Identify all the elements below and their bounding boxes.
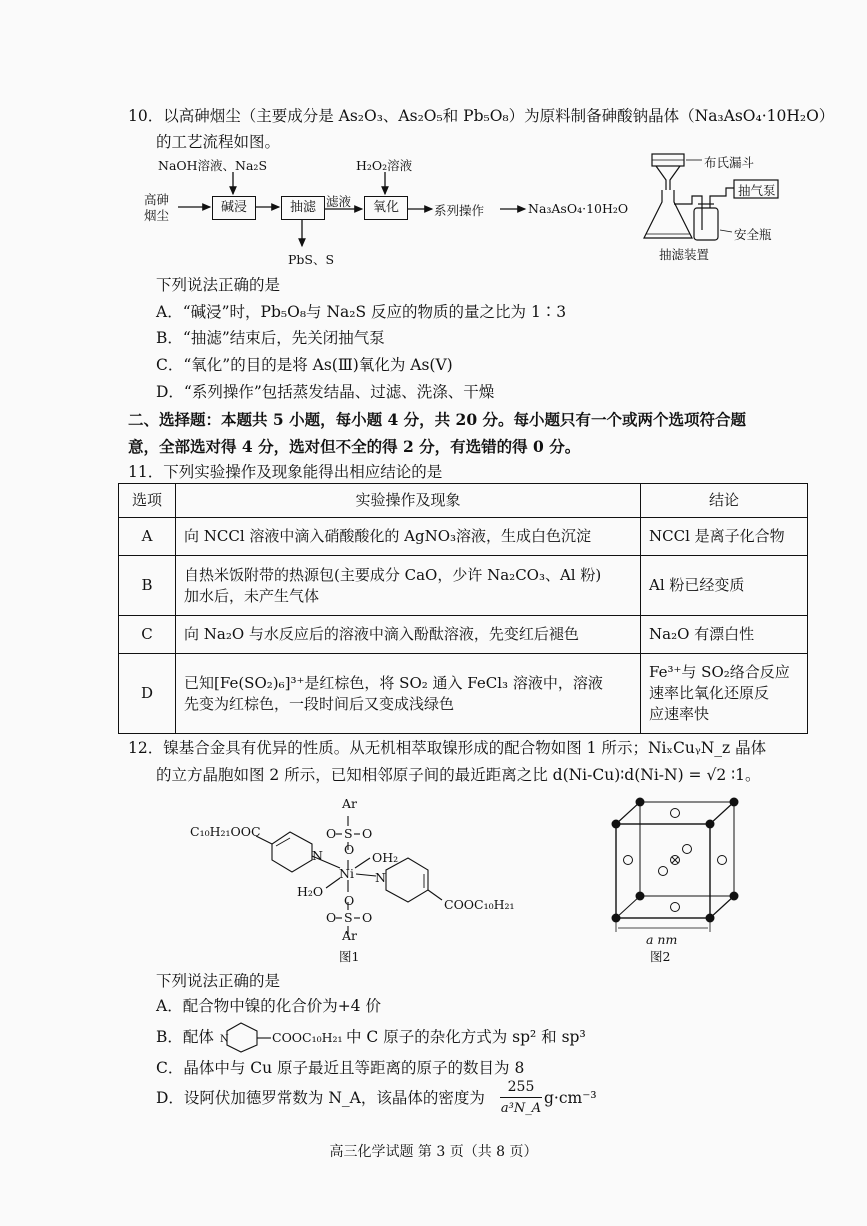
fig1-right-n: N — [375, 870, 386, 885]
q12-stem-line2: 的立方晶胞如图 2 所示，已知相邻原子间的最近距离之比 d(Ni-Cu)∶d(Ni-N) = √2 ∶1。 — [156, 766, 761, 784]
table-row — [119, 616, 808, 654]
cubic-cell-drawing — [600, 790, 760, 940]
q10-option-c: C．“氧化”的目的是将 As(Ⅲ)氧化为 As(Ⅴ) — [156, 356, 453, 374]
byproduct-label: PbS、S — [288, 252, 335, 267]
q12-option-c: C．晶体中与 Cu 原子最近且等距离的原子的数目为 8 — [156, 1059, 525, 1077]
fig2-edge-label: a nm — [646, 932, 678, 947]
page-footer: 高三化学试题 第 3 页（共 8 页） — [329, 1144, 538, 1160]
density-numerator: 255 — [507, 1079, 535, 1095]
section2-heading-line2: 意，全部选对得 4 分，选对但不全的得 2 分，有选错的得 0 分。 — [128, 437, 581, 456]
fig1-o-bottom-bond: O — [344, 893, 355, 908]
q10-stem-line1: 10．以高砷烟尘（主要成分是 As₂O₃、As₂O₅和 Pb₅O₈）为原料制备砷酸钠晶体（Na₃AsO₄·10H₂O） — [128, 107, 835, 125]
table-row — [119, 654, 808, 734]
raw-material-line2: 烟尘 — [144, 208, 170, 223]
fig1-o-bottom-right: O — [362, 910, 373, 925]
fraction-bar — [500, 1097, 542, 1098]
q11-table — [118, 483, 808, 734]
header-option: 选项 — [119, 484, 176, 518]
q12-option-b-ester: COOC₁₀H₂₁ — [272, 1030, 343, 1045]
step-series-operation: 系列操作 — [434, 203, 485, 218]
q12-option-a: A．配合物中镍的化合价为+4 价 — [156, 997, 381, 1015]
label-safety-bottle: 安全瓶 — [734, 227, 772, 242]
fig1-left-ester-group: C₁₀H₂₁OOC — [190, 824, 261, 839]
table-row — [119, 518, 808, 556]
row-conclusion: Na₂O 有漂白性 — [641, 616, 808, 654]
header-operation: 实验操作及现象 — [176, 484, 641, 518]
fig1-left-n: N — [312, 848, 323, 863]
row-option: D — [119, 654, 176, 734]
row-conclusion: NCCl 是离子化合物 — [641, 518, 808, 556]
row-operation: 已知[Fe(SO₂)₆]³⁺是红棕色，将 SO₂ 通入 FeCl₃ 溶液中，溶液 先变为红棕色，一段时间后又变成浅绿色 — [176, 654, 641, 734]
fig1-ar-bottom: Ar — [342, 928, 358, 943]
fig1-oh2: OH₂ — [372, 850, 399, 865]
table-row — [119, 556, 808, 616]
fig1-s-bottom: S — [344, 910, 353, 925]
label-buchner-funnel: 布氏漏斗 — [704, 155, 755, 170]
row-operation: 自热米饭附带的热源包(主要成分 CaO，少许 Na₂CO₃、Al 粉) 加水后，未产生气体 — [176, 556, 641, 616]
q10-option-b: B．“抽滤”结束后，先关闭抽气泵 — [156, 329, 385, 347]
complex-structure-drawing — [180, 790, 540, 950]
header-conclusion: 结论 — [641, 484, 808, 518]
fig1-caption: 图1 — [339, 949, 360, 964]
product-label: Na₃AsO₄·10H₂O — [528, 201, 629, 216]
q12-option-b-suffix: 中 C 原子的杂化方式为 sp² 和 sp³ — [346, 1028, 586, 1046]
fig1-ar-top: Ar — [342, 796, 358, 811]
filtrate-label: 滤液 — [326, 194, 352, 209]
q10-option-d: D．“系列操作”包括蒸发结晶、过滤、洗涤、干燥 — [156, 383, 495, 401]
fig1-o-top-bond: O — [344, 842, 355, 857]
section2-heading-line1: 二、选择题：本题共 5 小题，每小题 4 分，共 20 分。每小题只有一个或两个选项符合题 — [128, 410, 747, 429]
row-conclusion: Fe³⁺与 SO₂络合反应 速率比氧化还原反 应速率快 — [641, 654, 808, 734]
apparatus-caption: 抽滤装置 — [659, 247, 710, 262]
step-alkali-leach: 碱浸 — [212, 196, 256, 220]
fig1-ni: Ni — [339, 866, 354, 881]
step-oxidize: 氧化 — [364, 196, 408, 220]
reagent-h2o2: H₂O₂溶液 — [356, 158, 413, 173]
label-vacuum-pump: 抽气泵 — [738, 183, 776, 198]
q10-prompt: 下列说法正确的是 — [156, 276, 281, 294]
q11-stem: 11．下列实验操作及现象能得出相应结论的是 — [128, 463, 443, 481]
row-conclusion: Al 粉已经变质 — [641, 556, 808, 616]
svg-text:N: N — [220, 1034, 229, 1045]
row-operation: 向 Na₂O 与水反应后的溶液中滴入酚酞溶液，先变红后褪色 — [176, 616, 641, 654]
q12-prompt: 下列说法正确的是 — [156, 972, 281, 990]
q12-stem-line1: 12．镍基合金具有优异的性质。从无机相萃取镍形成的配合物如图 1 所示；NiₓCuᵧN_z 晶体 — [128, 739, 767, 757]
q12-option-d-prefix: D．设阿伏加德罗常数为 N_A，该晶体的密度为 — [156, 1089, 485, 1107]
fig2-caption: 图2 — [650, 949, 671, 964]
reagent-naoh: NaOH溶液、Na₂S — [158, 158, 268, 173]
q10-stem-line2: 的工艺流程如图。 — [156, 133, 281, 151]
fig1-right-ester-group: COOC₁₀H₂₁ — [444, 897, 515, 912]
row-option: A — [119, 518, 176, 556]
q12-option-b-prefix: B．配体 — [156, 1028, 214, 1046]
step-suction-filter: 抽滤 — [281, 196, 325, 220]
q10-option-a: A．“碱浸”时，Pb₅O₈与 Na₂S 反应的物质的量之比为 1∶3 — [156, 303, 567, 321]
row-operation: 向 NCCl 溶液中滴入硝酸酸化的 AgNO₃溶液，生成白色沉淀 — [176, 518, 641, 556]
raw-material-line1: 高砷 — [144, 192, 170, 207]
fig1-o-top-left: O — [326, 826, 337, 841]
fig1-h2o: H₂O — [297, 884, 324, 899]
density-denominator: a³N_A — [500, 1101, 542, 1116]
row-option: B — [119, 556, 176, 616]
density-unit: g·cm⁻³ — [544, 1089, 597, 1107]
fig1-s-top: S — [344, 826, 353, 841]
row-option: C — [119, 616, 176, 654]
pyridine-ring-icon — [219, 1020, 271, 1054]
fig1-o-bottom-left: O — [326, 910, 337, 925]
table-header-row — [119, 484, 808, 518]
fig1-o-top-right: O — [362, 826, 373, 841]
